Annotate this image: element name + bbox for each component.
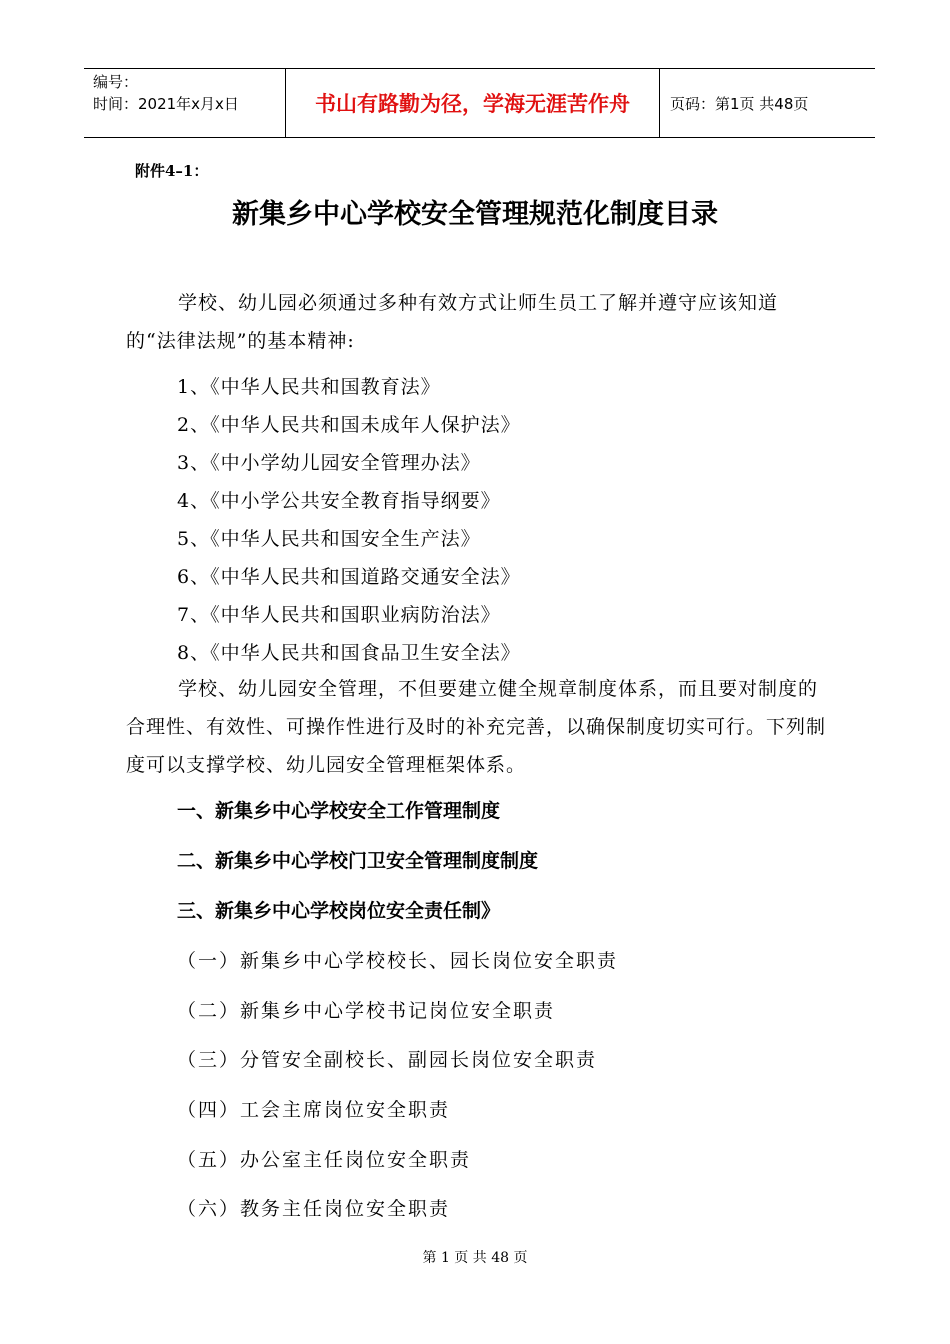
header-meta-cell — [84, 69, 286, 137]
attachment-label: 附件4–1： — [135, 162, 209, 180]
law-item-2: 2、《中华人民共和国未成年人保护法》 — [177, 414, 521, 436]
law-item-4: 4、《中小学公共安全教育指导纲要》 — [177, 490, 501, 512]
header-table — [84, 68, 875, 138]
section-heading-1: 一、新集乡中心学校安全工作管理制度 — [177, 800, 501, 822]
subsection-item-6: （六）教务主任岗位安全职责 — [177, 1198, 451, 1220]
header-motto: 书山有路勤为径，学海无涯苦作舟 — [315, 92, 630, 116]
document-time-label: 时间：2021年x月x日 — [93, 95, 239, 113]
law-item-6: 6、《中华人民共和国道路交通安全法》 — [177, 566, 521, 588]
header-motto-cell — [286, 69, 660, 137]
law-item-3: 3、《中小学幼儿园安全管理办法》 — [177, 452, 481, 474]
header-page-info: 页码：第1页 共48页 — [670, 94, 809, 113]
subsection-item-4: （四）工会主席岗位安全职责 — [177, 1099, 451, 1121]
subsection-item-2: （二）新集乡中心学校书记岗位安全职责 — [177, 1000, 556, 1022]
document-title: 新集乡中心学校安全管理规范化制度目录 — [232, 199, 718, 230]
subsection-item-1: （一）新集乡中心学校校长、园长岗位安全职责 — [177, 950, 619, 972]
summary-paragraph: 学校、幼儿园安全管理，不但要建立健全规章制度体系，而且要对制度的合理性、有效性、可操作性进行及时的补充完善，以确保制度切实可行。下列制度可以支撑学校、幼儿园安全管理框架体系。 — [126, 678, 827, 776]
document-number-label: 编号： — [93, 73, 139, 91]
section-heading-3: 三、新集乡中心学校岗位安全责任制》 — [177, 900, 501, 922]
law-item-8: 8、《中华人民共和国食品卫生安全法》 — [177, 642, 521, 664]
subsection-item-5: （五）办公室主任岗位安全职责 — [177, 1149, 472, 1171]
page-footer: 第 1 页 共 48 页 — [422, 1250, 528, 1266]
law-item-1: 1、《中华人民共和国教育法》 — [177, 376, 441, 398]
law-item-7: 7、《中华人民共和国职业病防治法》 — [177, 604, 501, 626]
intro-paragraph: 学校、幼儿园必须通过多种有效方式让师生员工了解并遵守应该知道的“法律法规”的基本精神: — [126, 292, 779, 352]
section-heading-2: 二、新集乡中心学校门卫安全管理制度制度 — [177, 850, 539, 872]
subsection-item-3: （三）分管安全副校长、副园长岗位安全职责 — [177, 1049, 598, 1071]
law-item-5: 5、《中华人民共和国安全生产法》 — [177, 528, 481, 550]
header-page-cell — [660, 69, 875, 137]
